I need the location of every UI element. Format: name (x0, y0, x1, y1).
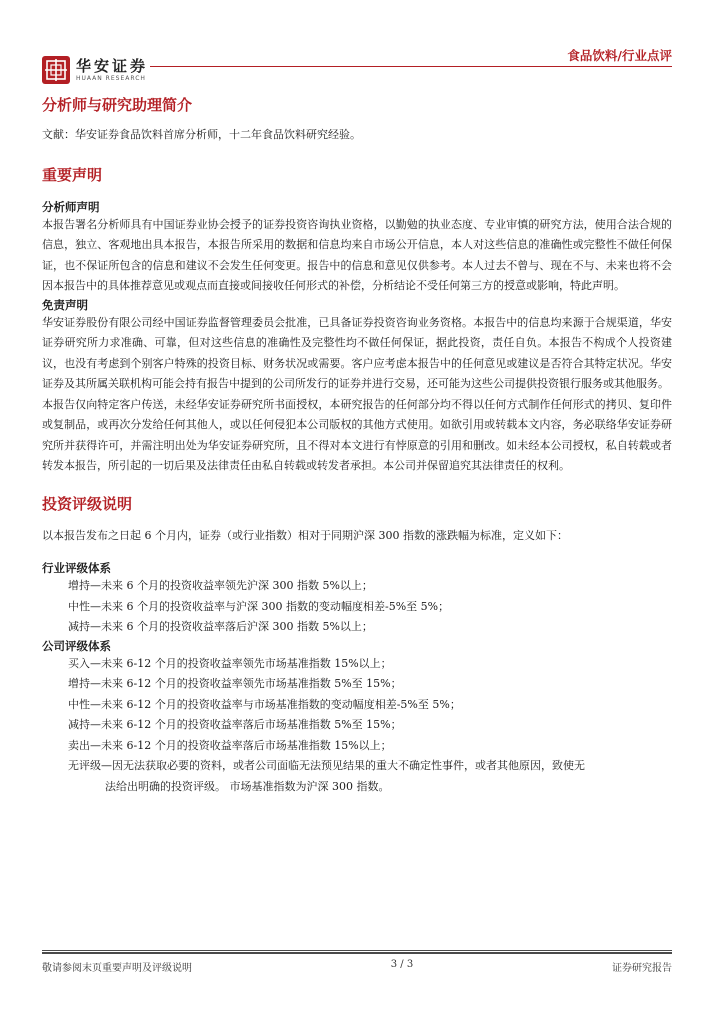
company-rating-item: 减持—未来 6-12 个月的投资收益率落后市场基准指数 5%至 15%； (68, 718, 402, 731)
analyst-section-title: 分析师与研究助理简介 (42, 96, 193, 114)
company-rating-item: 中性—未来 6-12 个月的投资收益率与市场基准指数的变动幅度相差-5%至 5%； (68, 697, 461, 711)
industry-rating-item: 增持—未来 6 个月的投资收益率领先沪深 300 指数 5%以上； (68, 579, 373, 592)
footer-report-type: 证券研究报告 (611, 963, 672, 974)
analyst-statement: 本报告署名分析师具有中国证券业协会授予的证券投资咨询执业资格，以勤勉的执业态度、专业审慎的研究方法，使用合法合规的信息，独立、客观地出具本报告，本报告所采用的数据和信息均来自市场公开信息，本人对这些信息的准确性或完整性不做任何保证，也不保证所包含的信息和建议不会发生任何变更。报告中的信息和意见仅供参考。本人过去不曾与、现在不与、未来也将不会因本报告中的具体推荐意见或观点而直接或间接收任何形式的补偿，分析结论不受任何第三方的授意或影响，特此声明。 (42, 217, 672, 292)
company-rating-item: 卖出—未来 6-12 个月的投资收益率落后市场基准指数 15%以上； (68, 738, 392, 752)
industry-rating-item: 中性—未来 6 个月的投资收益率与沪深 300 指数的变动幅度相差-5%至 5%； (68, 599, 450, 613)
page-header (42, 42, 672, 90)
disclaimer-paragraph-1: 华安证券股份有限公司经中国证券监督管理委员会批准，已具备证券投资咨询业务资格。本报告中的信息均来源于合规渠道，华安证券研究所力求准确、可靠，但对这些信息的准确性及完整性均不做任何保证，据此投资，责任自负。本报告不构成个人投资建议，也没有考虑到个别客户特殊的投资目标、财务状况或需要。客户应考虑本报告中的任何意见或建议是否符合其特定状况。华安证券及其所属关联机构可能会持有报告中提到的公司所发行的证券并进行交易，还可能为这些公司提供投资银行服务或其他服务。 (42, 315, 672, 390)
company-rating-item: 增持—未来 6-12 个月的投资收益率领先市场基准指数 5%至 15%； (68, 677, 402, 690)
analyst-statement-title: 分析师声明 (42, 199, 100, 214)
rating-intro: 以本报告发布之日起 6 个月内，证券（或行业指数）相对于同期沪深 300 指数的涨跌幅为标准，定义如下： (42, 528, 568, 542)
page-number: 3 / 3 (390, 959, 414, 970)
disclaimer-paragraph-2: 本报告仅向特定客户传送，未经华安证券研究所书面授权，本研究报告的任何部分均不得以任何方式制作任何形式的拷贝、复印件或复制品，或再次分发给任何其他人，或以任何侵犯本公司版权的其他方式使用。如欲引用或转载本文内容，务必联络华安证券研究所并获得许可，并需注明出处为华安证券研究所，且不得对本文进行有悖原意的引用和删改。如未经本公司授权，私自转载或者转发本报告，所引起的一切后果及法律责任由私自转载或转发者承担。本公司并保留追究其法律责任的权利。 (42, 397, 672, 472)
notice-section-title: 重要声明 (42, 165, 103, 184)
company-rating-title: 公司评级体系 (42, 638, 111, 653)
analyst-intro: 文献：华安证券食品饮料首席分析师，十二年食品饮料研究经验。 (42, 128, 361, 141)
industry-rating-title: 行业评级体系 (42, 561, 111, 575)
company-rating-item: 买入—未来 6-12 个月的投资收益率领先市场基准指数 15%以上； (68, 656, 392, 670)
industry-rating-item: 减持—未来 6 个月的投资收益率落后沪深 300 指数 5%以上； (68, 620, 373, 633)
page-content (42, 94, 672, 797)
logo-name-cn: 华安证券 (76, 56, 149, 75)
company-logo (42, 56, 148, 84)
logo-name-en: HUAAN RESEARCH (76, 74, 146, 82)
no-rating-line-2: 法给出明确的投资评级。 市场基准指数为沪深 300 指数。 (105, 779, 390, 793)
rating-section-title: 投资评级说明 (42, 494, 133, 513)
footer-divider-thick (42, 952, 672, 954)
footer-divider (42, 950, 672, 951)
report-category: 食品饮料/行业点评 (567, 48, 672, 63)
disclaimer-title: 免责声明 (42, 297, 88, 312)
page-footer (42, 950, 672, 974)
footer-disclaimer-note: 敬请参阅末页重要声明及评级说明 (42, 963, 192, 974)
no-rating-line-1: 无评级—因无法获取必要的资料，或者公司面临无法预见结果的重大不确定性事件，或者其他原因，致使无 (68, 759, 585, 772)
header-divider (150, 66, 672, 67)
logo-seal-icon (42, 56, 70, 84)
